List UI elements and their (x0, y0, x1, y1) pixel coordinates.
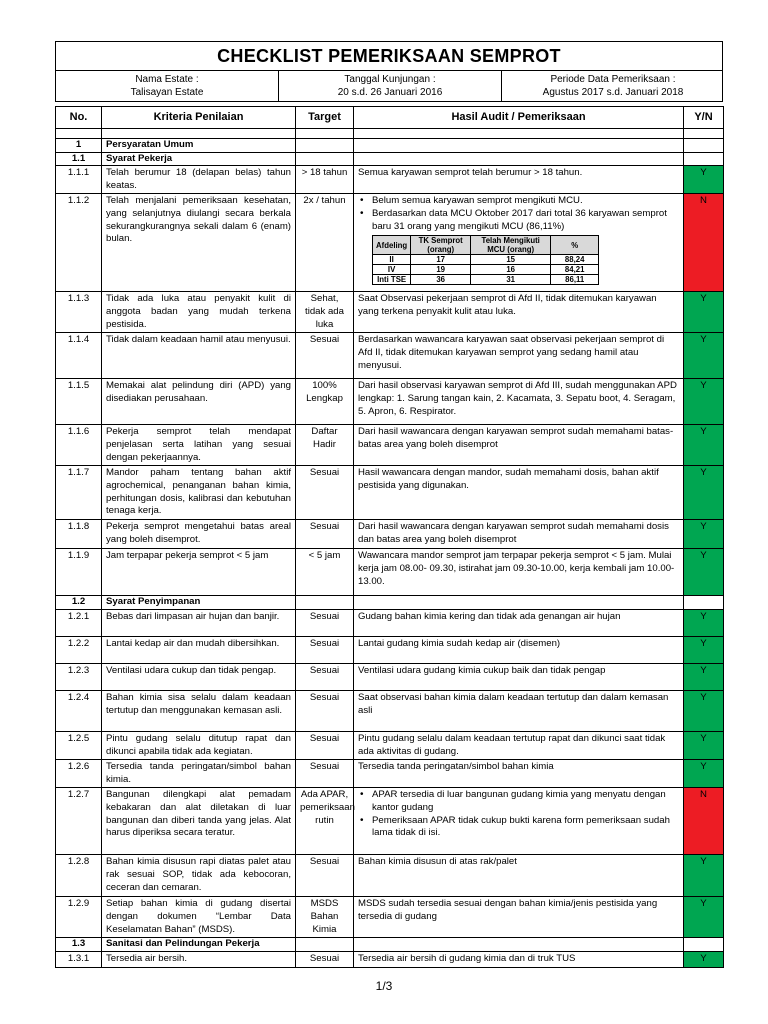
row-no: 1.2.2 (56, 636, 102, 663)
section-row (56, 596, 724, 610)
table-row (56, 731, 724, 759)
row-target: Sesuai (296, 951, 354, 967)
table-row (56, 760, 724, 788)
header-result: Hasil Audit / Pemeriksaan (354, 107, 684, 129)
row-criteria: Telah menjalani pemeriksaan kesehatan, yang selanjutnya diulangi secara berkala sekurangkurangnya sekali dalam 6 (enam) bulan. (102, 194, 296, 292)
mcu-header-cell: Telah Mengikuti MCU (orang) (471, 236, 551, 255)
row-criteria: Telah berumur 18 (delapan belas) tahun keatas. (102, 166, 296, 194)
row-no: 1.2.6 (56, 760, 102, 788)
row-no: 1.1.5 (56, 379, 102, 425)
mcu-cell: 36 (411, 275, 471, 285)
mcu-header-cell: Afdeling (373, 236, 411, 255)
info-header (55, 70, 723, 102)
row-no: 1.2.7 (56, 788, 102, 855)
section-row (56, 938, 724, 952)
row-no: 1.2.4 (56, 690, 102, 731)
row-no: 1.3.1 (56, 951, 102, 967)
row-no: 1.1.8 (56, 520, 102, 549)
mcu-header-cell: TK Semprot (orang) (411, 236, 471, 255)
row-result: Dari hasil wawancara dengan karyawan semprot sudah memahami dosis dan batas area yang boleh disemprot (354, 520, 684, 549)
mcu-header-cell: % (551, 236, 599, 255)
section-label: Persyaratan Umum (102, 139, 296, 153)
row-no: 1.1.9 (56, 549, 102, 596)
mcu-cell: IV (373, 265, 411, 275)
row-result: Bahan kimia disusun di atas rak/palet (354, 855, 684, 897)
row-yn-badge: Y (684, 466, 724, 520)
row-result: Saat observasi bahan kimia dalam keadaan tertutup dan dalam kemasan asli (354, 690, 684, 731)
row-no: 1.1.3 (56, 292, 102, 333)
table-row (56, 951, 724, 967)
row-yn-badge: Y (684, 425, 724, 466)
row-no: 1.1.7 (56, 466, 102, 520)
row-yn-badge: Y (684, 333, 724, 379)
row-result (354, 788, 684, 855)
row-target: Sesuai (296, 760, 354, 788)
result-bullet: • Belum semua karyawan semprot mengikuti MCU. (358, 195, 679, 208)
row-target: Ada APAR, pemeriksaan rutin (296, 788, 354, 855)
result-bullet: • APAR tersedia di luar bangunan gudang kimia yang menyatu dengan kantor gudang (358, 789, 679, 814)
table-row (56, 166, 724, 194)
mcu-cell: 84,21 (551, 265, 599, 275)
result-bullets (358, 195, 679, 233)
row-yn-badge: Y (684, 520, 724, 549)
mcu-row (373, 265, 599, 275)
mcu-row (373, 275, 599, 285)
row-yn-badge: Y (684, 609, 724, 636)
row-no: 1.1.6 (56, 425, 102, 466)
table-row (56, 855, 724, 897)
table-row (56, 609, 724, 636)
period-value: Agustus 2017 s.d. Januari 2018 (542, 86, 684, 98)
mcu-cell: 86,11 (551, 275, 599, 285)
row-target: Sesuai (296, 855, 354, 897)
row-target: Sesuai (296, 690, 354, 731)
row-result: Lantai gudang kimia sudah kedap air (disemen) (354, 636, 684, 663)
mcu-cell: 31 (471, 275, 551, 285)
mcu-cell: II (373, 255, 411, 265)
estate-value: Talisayan Estate (130, 86, 204, 98)
row-criteria: Bebas dari limpasan air hujan dan banjir. (102, 609, 296, 636)
row-criteria: Pintu gudang selalu ditutup rapat dan dikunci apabila tidak ada kegiatan. (102, 731, 296, 759)
row-yn-badge: Y (684, 663, 724, 690)
table-row (56, 379, 724, 425)
row-criteria: Bahan kimia sisa selalu dalam keadaan tertutup dan menggunakan kemasan asli. (102, 690, 296, 731)
row-target: > 18 tahun (296, 166, 354, 194)
table-header-row (56, 107, 724, 129)
row-yn-badge: Y (684, 731, 724, 759)
row-criteria: Jam terpapar pekerja semprot < 5 jam (102, 549, 296, 596)
row-criteria: Pekerja semprot telah mendapat penjelasan serta latihan yang sesuai dengan pekerjaannya. (102, 425, 296, 466)
row-result: Dari hasil observasi karyawan semprot di Afd III, sudah menggunakan APD lengkap: 1. Sarung tangan kain, 2. Kacamata, 3. Sepatu boot, 4. Seragam, 5. Apron, 6. Respirator. (354, 379, 684, 425)
header-yn: Y/N (684, 107, 724, 129)
mcu-cell: Inti TSE (373, 275, 411, 285)
row-result: Saat Observasi pekerjaan semprot di Afd II, tidak ditemukan karyawan yang terkena penyakit kulit atau luka. (354, 292, 684, 333)
row-target: Sesuai (296, 466, 354, 520)
table-row (56, 636, 724, 663)
row-yn-badge: N (684, 788, 724, 855)
row-target: < 5 jam (296, 549, 354, 596)
mcu-cell: 88,24 (551, 255, 599, 265)
row-criteria: Bahan kimia disusun rapi diatas palet atau rak sesuai SOP, tidak ada kebocoran, ceceran dan cemaran. (102, 855, 296, 897)
row-yn-badge: Y (684, 292, 724, 333)
table-row (56, 690, 724, 731)
mcu-cell: 15 (471, 255, 551, 265)
row-yn-badge: Y (684, 690, 724, 731)
table-row (56, 549, 724, 596)
row-no: 1.1.2 (56, 194, 102, 292)
table-row (56, 897, 724, 938)
row-result (354, 194, 684, 292)
visit-info (279, 70, 502, 101)
row-no: 1.2.5 (56, 731, 102, 759)
row-target: Sesuai (296, 520, 354, 549)
row-result: Dari hasil wawancara dengan karyawan semprot sudah memahami batas-batas area yang boleh disemprot (354, 425, 684, 466)
row-yn-badge: Y (684, 379, 724, 425)
row-yn-badge: Y (684, 549, 724, 596)
result-bullets (358, 789, 679, 839)
row-no: 1.2.9 (56, 897, 102, 938)
row-target: Sesuai (296, 731, 354, 759)
result-bullet: • Pemeriksaan APAR tidak cukup bukti karena form pemeriksaan sudah lama tidak di isi. (358, 815, 679, 840)
visit-value: 20 s.d. 26 Januari 2016 (337, 86, 443, 98)
estate-info (56, 70, 279, 101)
row-no: 1.2.1 (56, 609, 102, 636)
table-row (56, 292, 724, 333)
row-criteria: Bangunan dilengkapi alat pemadam kebakaran dan alat diletakan di luar bangunan dan diberi tanda yang jelas. Alat harus diperiksa secara teratur. (102, 788, 296, 855)
estate-label: Nama Estate : (135, 73, 199, 85)
row-target: Sehat, tidak ada luka (296, 292, 354, 333)
table-row (56, 194, 724, 292)
row-result: Gudang bahan kimia kering dan tidak ada genangan air hujan (354, 609, 684, 636)
table-row (56, 425, 724, 466)
section-row (56, 139, 724, 153)
document-title-box (55, 41, 723, 71)
row-yn-badge: Y (684, 951, 724, 967)
page-number: 1/3 (375, 979, 393, 993)
mcu-table (372, 235, 599, 285)
mcu-cell: 17 (411, 255, 471, 265)
row-result: Ventilasi udara gudang kimia cukup baik dan tidak pengap (354, 663, 684, 690)
section-no: 1.2 (56, 596, 102, 610)
row-target: Sesuai (296, 609, 354, 636)
row-yn-badge: Y (684, 897, 724, 938)
row-result: Berdasarkan wawancara karyawan saat observasi pekerjaan semprot di Afd II, tidak ditemukan karyawan semprot yang sedang hamil atau menyusui. (354, 333, 684, 379)
row-target: Sesuai (296, 636, 354, 663)
section-no: 1 (56, 139, 102, 153)
section-no: 1.3 (56, 938, 102, 952)
row-yn-badge: Y (684, 855, 724, 897)
row-criteria: Tidak ada luka atau penyakit kulit di anggota badan yang mudah terkena pestisida. (102, 292, 296, 333)
row-target: Sesuai (296, 663, 354, 690)
row-target: MSDS Bahan Kimia (296, 897, 354, 938)
mcu-cell: 16 (471, 265, 551, 275)
section-no: 1.1 (56, 152, 102, 166)
table-row (56, 788, 724, 855)
section-label: Syarat Pekerja (102, 152, 296, 166)
table-row (56, 663, 724, 690)
row-result: Pintu gudang selalu dalam keadaan tertutup rapat dan dikunci saat tidak ada aktivitas di gudang. (354, 731, 684, 759)
row-result: Semua karyawan semprot telah berumur > 18 tahun. (354, 166, 684, 194)
mcu-row (373, 255, 599, 265)
visit-label: Tanggal Kunjungan : (344, 73, 436, 85)
checklist-table (55, 106, 724, 968)
table-row (56, 520, 724, 549)
mcu-cell: 19 (411, 265, 471, 275)
row-criteria: Pekerja semprot mengetahui batas areal yang boleh disemprot. (102, 520, 296, 549)
row-yn-badge: N (684, 194, 724, 292)
row-yn-badge: Y (684, 636, 724, 663)
row-no: 1.1.4 (56, 333, 102, 379)
row-target: Daftar Hadir (296, 425, 354, 466)
row-no: 1.2.3 (56, 663, 102, 690)
section-label: Syarat Penyimpanan (102, 596, 296, 610)
row-criteria: Mandor paham tentang bahan aktif agrochemical, penanganan bahan kimia, perhitungan dosis, kalibrasi dan kebutuhan tenaga kerja. (102, 466, 296, 520)
row-result: Wawancara mandor semprot jam terpapar pekerja semprot < 5 jam. Mulai kerja jam 08.00- 09.30, istirahat jam 09.30-10.00, kerja kembali jam 10.00-13.00. (354, 549, 684, 596)
row-target: Sesuai (296, 333, 354, 379)
period-info (502, 70, 724, 101)
row-result: Tersedia tanda peringatan/simbol bahan kimia (354, 760, 684, 788)
row-criteria: Memakai alat pelindung diri (APD) yang disediakan perusahaan. (102, 379, 296, 425)
row-result: Hasil wawancara dengan mandor, sudah memahami dosis, bahan aktif pestisida yang digunakan. (354, 466, 684, 520)
row-criteria: Tidak dalam keadaan hamil atau menyusui. (102, 333, 296, 379)
table-row (56, 466, 724, 520)
row-criteria: Tersedia tanda peringatan/simbol bahan kimia. (102, 760, 296, 788)
row-target: 2x / tahun (296, 194, 354, 292)
row-no: 1.2.8 (56, 855, 102, 897)
row-result: MSDS sudah tersedia sesuai dengan bahan kimia/jenis pestisida yang tersedia di gudang (354, 897, 684, 938)
row-criteria: Tersedia air bersih. (102, 951, 296, 967)
header-no: No. (56, 107, 102, 129)
table-row (56, 333, 724, 379)
section-row (56, 152, 724, 166)
section-label: Sanitasi dan Pelindungan Pekerja (102, 938, 296, 952)
row-criteria: Ventilasi udara cukup dan tidak pengap. (102, 663, 296, 690)
row-target: 100% Lengkap (296, 379, 354, 425)
mcu-header-row (373, 236, 599, 255)
row-yn-badge: Y (684, 760, 724, 788)
spacer-row (56, 129, 724, 139)
row-criteria: Lantai kedap air dan mudah dibersihkan. (102, 636, 296, 663)
row-criteria: Setiap bahan kimia di gudang disertai dengan dokumen “Lembar Data Keselamatan Bahan” (MSDS). (102, 897, 296, 938)
result-bullet: • Berdasarkan data MCU Oktober 2017 dari total 36 karyawan semprot baru 31 orang yang mengikuti MCU (86,11%) (358, 208, 679, 233)
document-title: CHECKLIST PEMERIKSAAN SEMPROT (217, 45, 561, 66)
row-yn-badge: Y (684, 166, 724, 194)
header-target: Target (296, 107, 354, 129)
row-no: 1.1.1 (56, 166, 102, 194)
row-result: Tersedia air bersih di gudang kimia dan di truk TUS (354, 951, 684, 967)
period-label: Periode Data Pemeriksaan : (550, 73, 676, 85)
header-criteria: Kriteria Penilaian (102, 107, 296, 129)
